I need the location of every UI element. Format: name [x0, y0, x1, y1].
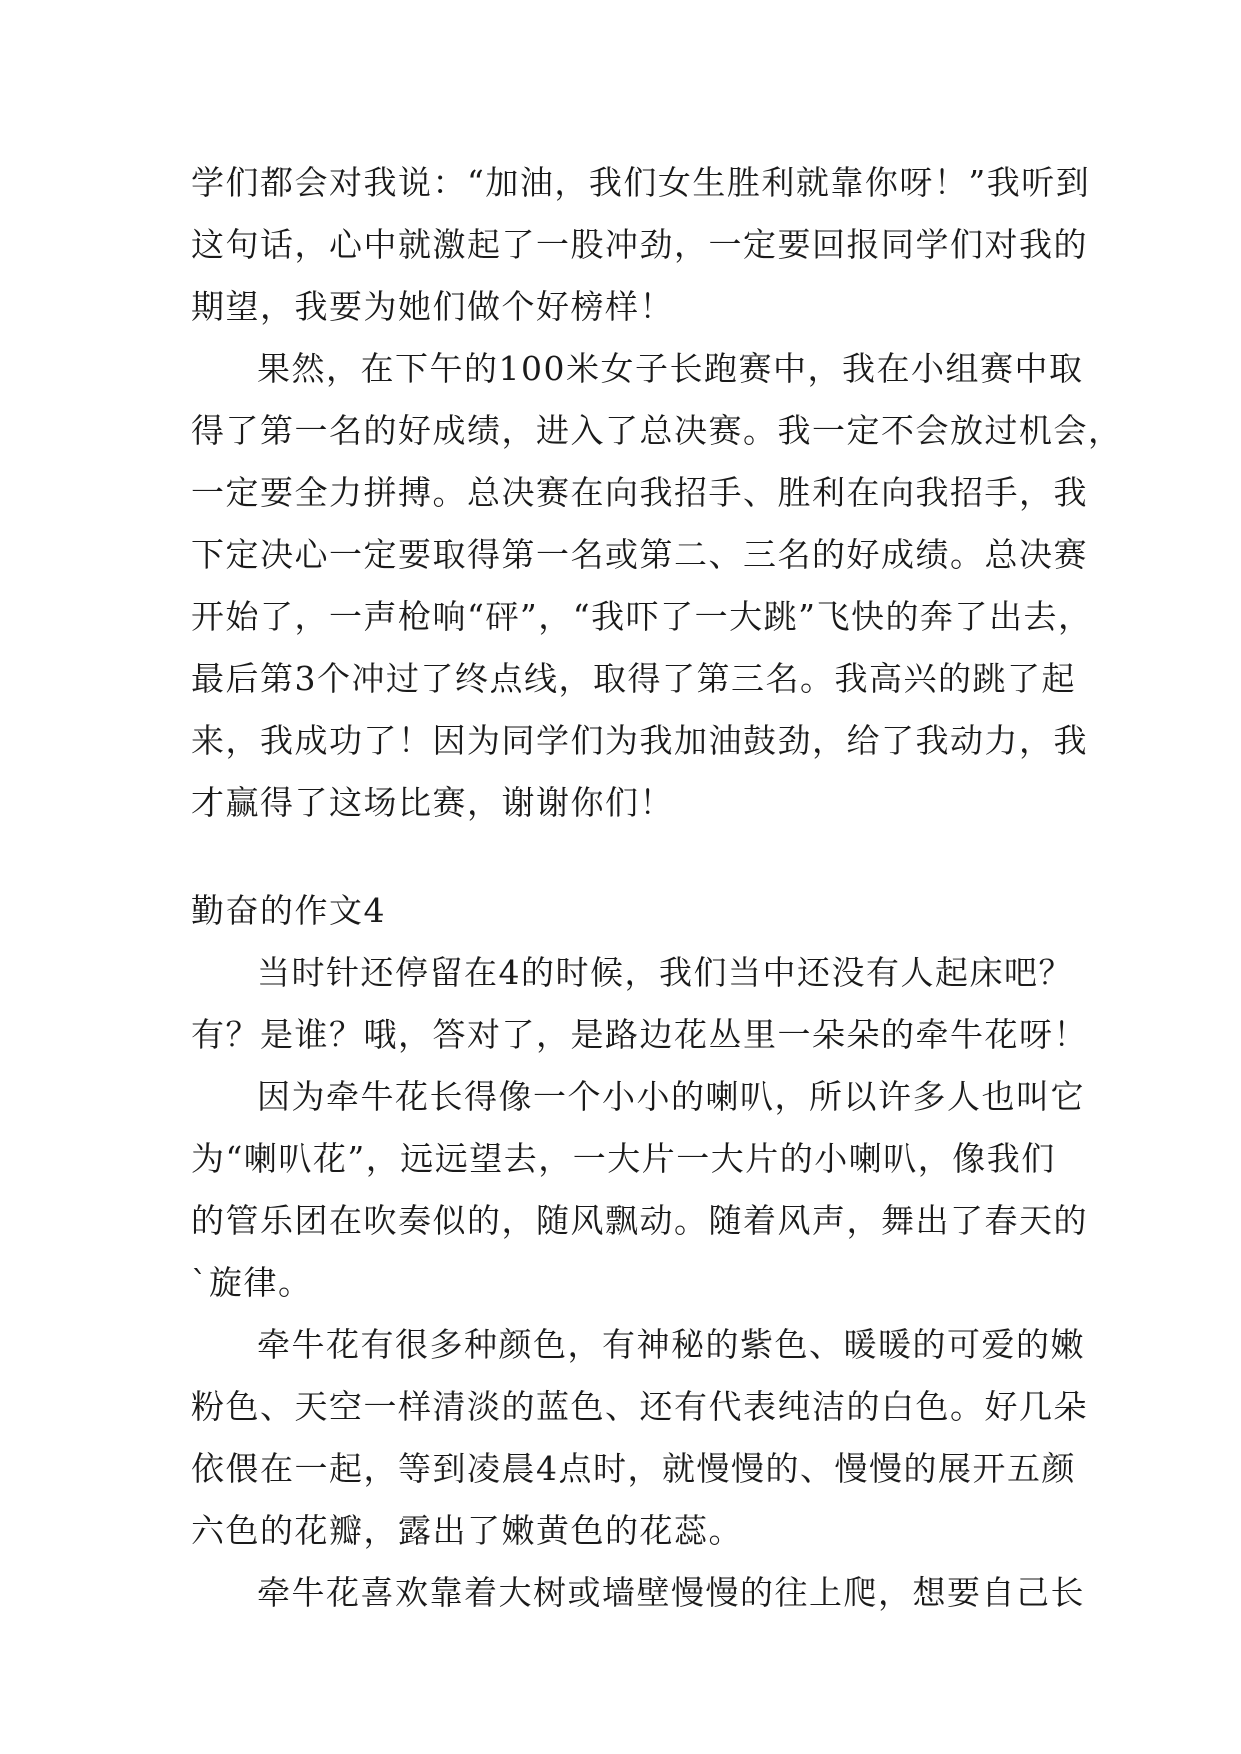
text-line: 才赢得了这场比赛，谢谢你们！ [191, 783, 674, 822]
text-line: 得了第一名的好成绩，进入了总决赛。我一定不会放过机会， [191, 411, 1123, 450]
section-title: 勤奋的作文4 [191, 891, 386, 930]
text-line: 最后第3个冲过了终点线，取得了第三名。我高兴的跳了起 [191, 659, 1076, 698]
text-line: 为“喇叭花”，远远望去，一大片一大片的小喇叭，像我们 [191, 1139, 1056, 1178]
text-line: 的管乐团在吹奏似的，随风飘动。随着风声，舞出了春天的 [191, 1201, 1088, 1240]
text-line: 下定决心一定要取得第一名或第二、三名的好成绩。总决赛 [191, 535, 1088, 574]
text-line: 来，我成功了！因为同学们为我加油鼓劲，给了我动力，我 [191, 721, 1088, 760]
text-line: `旋律。 [191, 1263, 313, 1302]
text-line: 因为牵牛花长得像一个小小的喇叭，所以许多人也叫它 [257, 1077, 1085, 1116]
text-line: 牵牛花有很多种颜色，有神秘的紫色、暖暖的可爱的嫩 [257, 1325, 1085, 1364]
text-line: 学们都会对我说：“加油，我们女生胜利就靠你呀！”我听到 [191, 163, 1091, 202]
text-line: 粉色、天空一样清淡的蓝色、还有代表纯洁的白色。好几朵 [191, 1387, 1088, 1426]
text-line: 依偎在一起，等到凌晨4点时，就慢慢的、慢慢的展开五颜 [191, 1449, 1076, 1488]
text-line: 当时针还停留在4的时候，我们当中还没有人起床吧？ [257, 953, 1073, 992]
text-line: 果然，在下午的100米女子长跑赛中，我在小组赛中取 [257, 349, 1084, 388]
text-line: 有？是谁？哦，答对了，是路边花丛里一朵朵的牵牛花呀！ [191, 1015, 1088, 1054]
text-line: 牵牛花喜欢靠着大树或墙壁慢慢的往上爬，想要自己长 [257, 1573, 1085, 1612]
text-line: 六色的花瓣，露出了嫩黄色的花蕊。 [191, 1511, 743, 1550]
text-line: 一定要全力拼搏。总决赛在向我招手、胜利在向我招手，我 [191, 473, 1088, 512]
text-line: 开始了，一声枪响“砰”，“我吓了一大跳”飞快的奔了出去， [191, 597, 1093, 636]
text-line: 这句话，心中就激起了一股冲劲，一定要回报同学们对我的 [191, 225, 1088, 264]
text-line: 期望，我要为她们做个好榜样！ [191, 287, 674, 326]
